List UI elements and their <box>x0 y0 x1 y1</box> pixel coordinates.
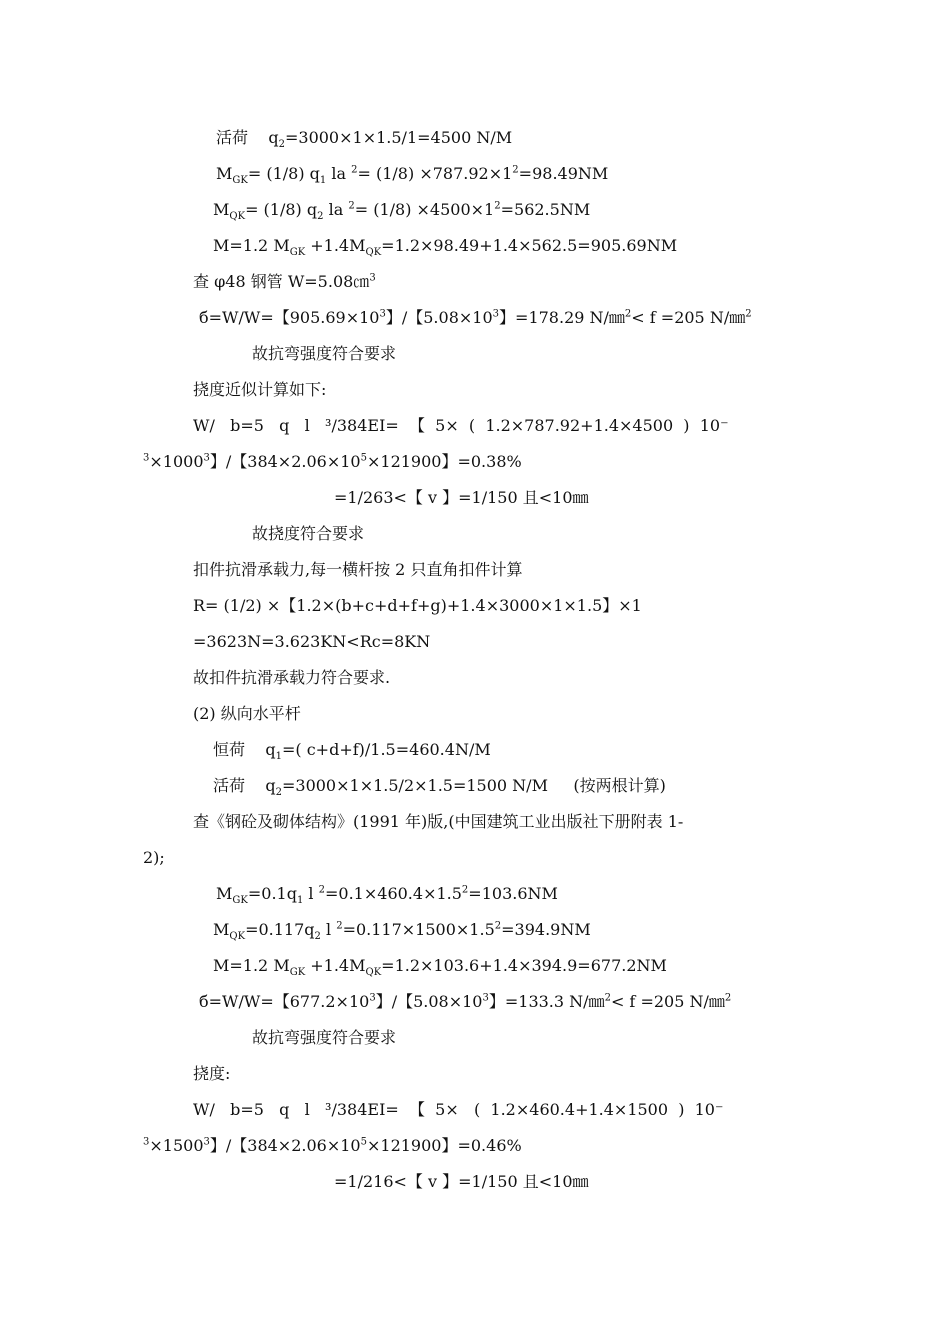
deflection-formula-cont: $^3\times 1000^3$】/【$384\times 2.06\times 10^5\times 121900$】=0.38% <box>143 452 522 471</box>
deflection-heading: 挠度近似计算如下: <box>193 380 327 399</box>
reference-line-cont: 2); <box>143 848 165 867</box>
mqk-line-2: $M_{QK}=0.117q_2$ l $^2=0.117\times 1500\times 1.5^2=394.9NM$ <box>213 920 591 943</box>
pipe-section-line: 查 φ48 钢管 W=5.08㎝$^3$ <box>193 272 376 291</box>
load-live-line: 活荷 $q_2=3000\times 1\times 1.5/1=4500$ N/M <box>216 128 513 151</box>
section-heading-longitudinal: (2) 纵向水平杆 <box>193 704 301 723</box>
stress-line-2: б=W/W=【$677.2\times 10^3$】/【$5.08\times 10^3$】=133.3 N/㎜$^2$< f =205 N/㎜$^2$ <box>199 992 732 1011</box>
fastener-heading: 扣件抗滑承载力,每一横杆按 2 只直角扣件计算 <box>193 560 523 579</box>
moment-line: M=1.2 $M_{GK} +1.4M_{QK}=1.2\times 98.49+1.4\times 562.5=905.69NM$ <box>213 236 678 259</box>
moment-line-2: M=1.2 $M_{GK} +1.4M_{QK}=1.2\times 103.6+1.4\times 394.9=677.2NM$ <box>213 956 667 979</box>
deflection-formula-cont-2: $^3\times 1500^3$】/【$384\times 2.06\times 10^5\times 121900$】=0.46% <box>143 1136 522 1155</box>
deflection-result-line-2: =1/216<【 v 】=1/150 且<10㎜ <box>334 1172 589 1191</box>
deflection-formula-line-2: W/ b=5 q l ³/384EI= 【 5× ( 1.2×460.4+1.4×1500 ) 10⁻ <box>193 1100 724 1119</box>
mqk-line: $M_{QK}= (1/8)$ $q_2$ la $^2= (1/8) \times 4500\times 1^2=562.5NM$ <box>213 200 591 223</box>
reaction-line: R= (1/2) ×【1.2×(b+c+d+f+g)+1.4×3000×1×1.5】×1 <box>193 596 642 615</box>
live-load-line-2: 活荷 $q_2=3000\times 1\times 1.5/2\times 1.5=1500$ N/M (按两根计算) <box>213 776 666 799</box>
label-live-load: 活荷 <box>216 128 249 147</box>
deflection-heading-2: 挠度: <box>193 1064 231 1083</box>
mgk-line-2: $M_{GK}=0.1q_1$ l $^2=0.1\times 460.4\times 1.5^2=103.6NM$ <box>216 884 558 907</box>
fastener-ok-line: 故扣件抗滑承载力符合要求. <box>193 668 391 687</box>
mgk-line: $M_{GK}= (1/8)$ $q_1$ la $^2= (1/8) \times 787.92\times 1^2=98.49NM$ <box>216 164 609 187</box>
deflection-formula-line: W/ b=5 q l ³/384EI= 【 5× ( 1.2×787.92+1.4×4500 ) 10⁻ <box>193 416 729 435</box>
reference-line: 查《钢砼及砌体结构》(1991 年)版,(中国建筑工业出版社下册附表 1- <box>193 812 684 831</box>
dead-load-line: 恒荷 $q_1=$( c+d+f)/1.5=460.4N/M <box>213 740 491 763</box>
bending-ok-line: 故抗弯强度符合要求 <box>252 344 397 363</box>
deflection-result-line: =1/263<【 v 】=1/150 且<10㎜ <box>334 488 589 507</box>
stress-line: б=W/W=【$905.69\times 10^3$】/【$5.08\times 10^3$】=178.29 N/㎜$^2$< f =205 N/㎜$^2$ <box>199 308 752 327</box>
deflection-ok-line: 故挠度符合要求 <box>252 524 365 543</box>
bending-ok-line-2: 故抗弯强度符合要求 <box>252 1028 397 1047</box>
reaction-result-line: =3623N=3.623KN<Rc=8KN <box>193 632 431 651</box>
